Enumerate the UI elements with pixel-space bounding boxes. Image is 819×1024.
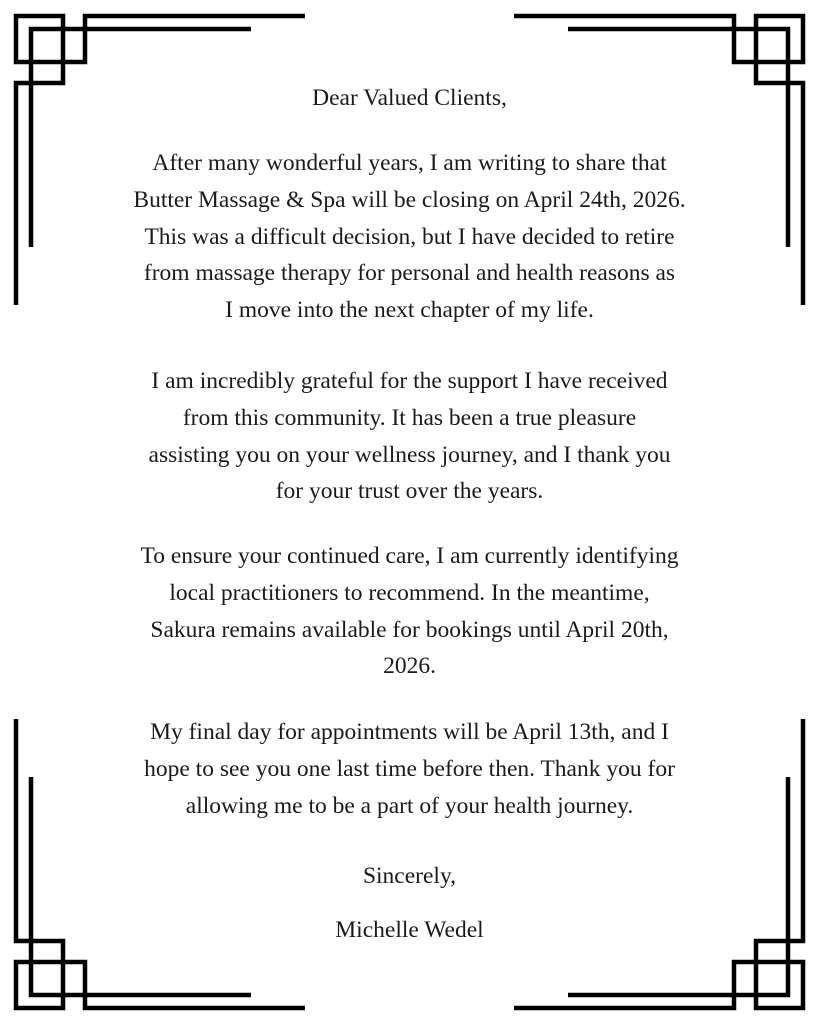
signature bbox=[0, 912, 819, 949]
closing bbox=[0, 858, 819, 895]
greeting bbox=[0, 80, 819, 117]
text-line: 2026. bbox=[383, 653, 436, 680]
text-line: After many wonderful years, I am writing to share that bbox=[152, 150, 667, 176]
text-line: assisting you on your wellness journey, and I thank you bbox=[148, 441, 671, 468]
text-line: from massage therapy for personal and health reasons as bbox=[143, 260, 676, 287]
text-line: Butter Massage & Spa will be closing on April 24th, 2026. bbox=[133, 186, 686, 213]
text-line: allowing me to be a part of your health journey. bbox=[185, 792, 634, 819]
paragraph-4 bbox=[0, 714, 819, 824]
closing-text: Sincerely, bbox=[362, 863, 457, 889]
text-line: This was a difficult decision, but I have decided to retire bbox=[144, 223, 675, 250]
signature-text: Michelle Wedel bbox=[335, 917, 484, 943]
paragraph-3 bbox=[0, 538, 819, 685]
paragraph-2 bbox=[0, 363, 819, 510]
greeting-text: Dear Valued Clients, bbox=[312, 85, 507, 111]
paragraph-1 bbox=[0, 145, 819, 329]
text-line: local practitioners to recommend. In the meantime, bbox=[169, 579, 650, 606]
text-line: To ensure your continued care, I am currently identifying bbox=[140, 543, 679, 569]
text-line: My final day for appointments will be April 13th, and I bbox=[150, 719, 669, 745]
text-line: for your trust over the years. bbox=[275, 478, 544, 505]
text-line: Sakura remains available for bookings until April 20th, bbox=[150, 616, 669, 643]
text-line: from this community. It has been a true pleasure bbox=[182, 404, 637, 431]
text-line: I am incredibly grateful for the support I have received bbox=[151, 368, 668, 394]
text-line: I move into the next chapter of my life. bbox=[225, 297, 594, 324]
text-line: hope to see you one last time before then. Thank you for bbox=[144, 755, 675, 782]
